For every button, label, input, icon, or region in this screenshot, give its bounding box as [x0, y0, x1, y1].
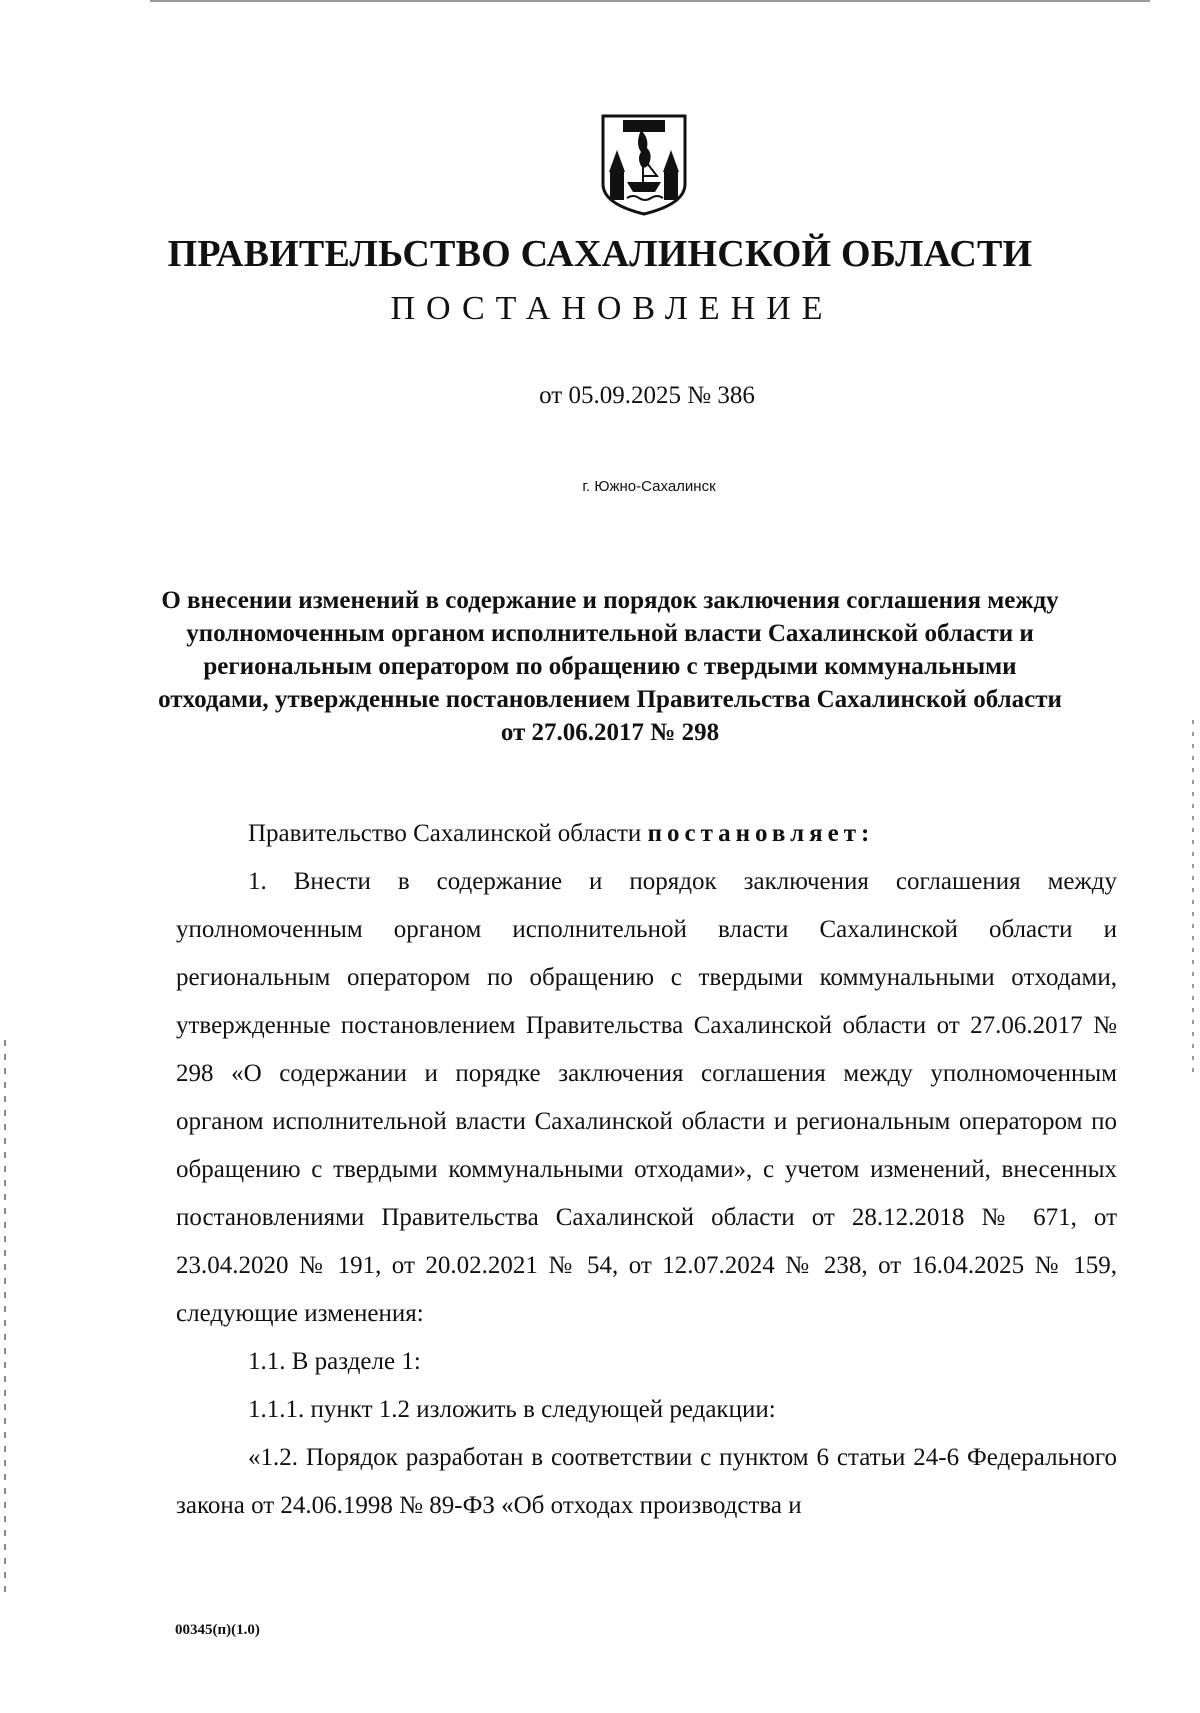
- scan-edge-left: [4, 1040, 6, 1600]
- paragraph-item-1-1-1: 1.1.1. пункт 1.2 изложить в следующей редакции:: [248, 1396, 776, 1423]
- document-city: г. Южно-Сахалинск: [582, 478, 716, 495]
- paragraph-item-1: 1. Внести в содержание и порядок заключения соглашения между уполномоченным органом исполнительной власти Сахалинской области и региональным оператором по обращению с твердыми коммунальными отходами, утвержденные постановлением Правительства Сахалинской области от 27.06.2017 № 298 «О содержании и порядке заключения соглашения между уполномоченным органом исполнительной власти Сахалинской области и региональным оператором по обращению с твердыми коммунальными отходами», с учетом изменений, внесенных постановлениями Правительства Сахалинской области от 28.12.2018 № 671, от 23.04.2020 № 191, от 20.02.2021 № 54, от 12.07.2024 № 238, от 16.04.2025 № 159, следующие изменения:: [176, 868, 1117, 1327]
- document-heading: О внесении изменений в содержание и порядок заключения соглашения между уполномоченным органом исполнительной власти Сахалинской области и региональным оператором по обращению с твердыми коммунальными отходами, утвержденные постановлением Правительства Сахалинской области от 27.06.2017 № 298: [158, 587, 1062, 746]
- document-date-number: от 05.09.2025 № 386: [539, 382, 755, 409]
- scan-top-line: [150, 0, 1150, 2]
- document-type: ПОСТАНОВЛЕНИЕ: [390, 290, 834, 327]
- paragraph-quote-1-2: «1.2. Порядок разработан в соответствии с пунктом 6 статьи 24-6 Федерального закона от 24.06.1998 № 89-ФЗ «Об отходах производства и: [176, 1444, 1117, 1519]
- form-code: 00345(п)(1.0): [175, 1622, 260, 1638]
- preamble-verb: постановляет:: [647, 820, 875, 847]
- government-title: ПРАВИТЕЛЬСТВО САХАЛИНСКОЙ ОБЛАСТИ: [167, 233, 1033, 275]
- paragraph-item-1-1: 1.1. В разделе 1:: [248, 1348, 421, 1375]
- preamble: [176, 810, 1117, 858]
- coat-of-arms-icon: [597, 112, 691, 216]
- scan-edge-right: [1192, 720, 1194, 1080]
- document-body: [176, 810, 1117, 1530]
- preamble-lead: Правительство Сахалинской области: [248, 820, 648, 847]
